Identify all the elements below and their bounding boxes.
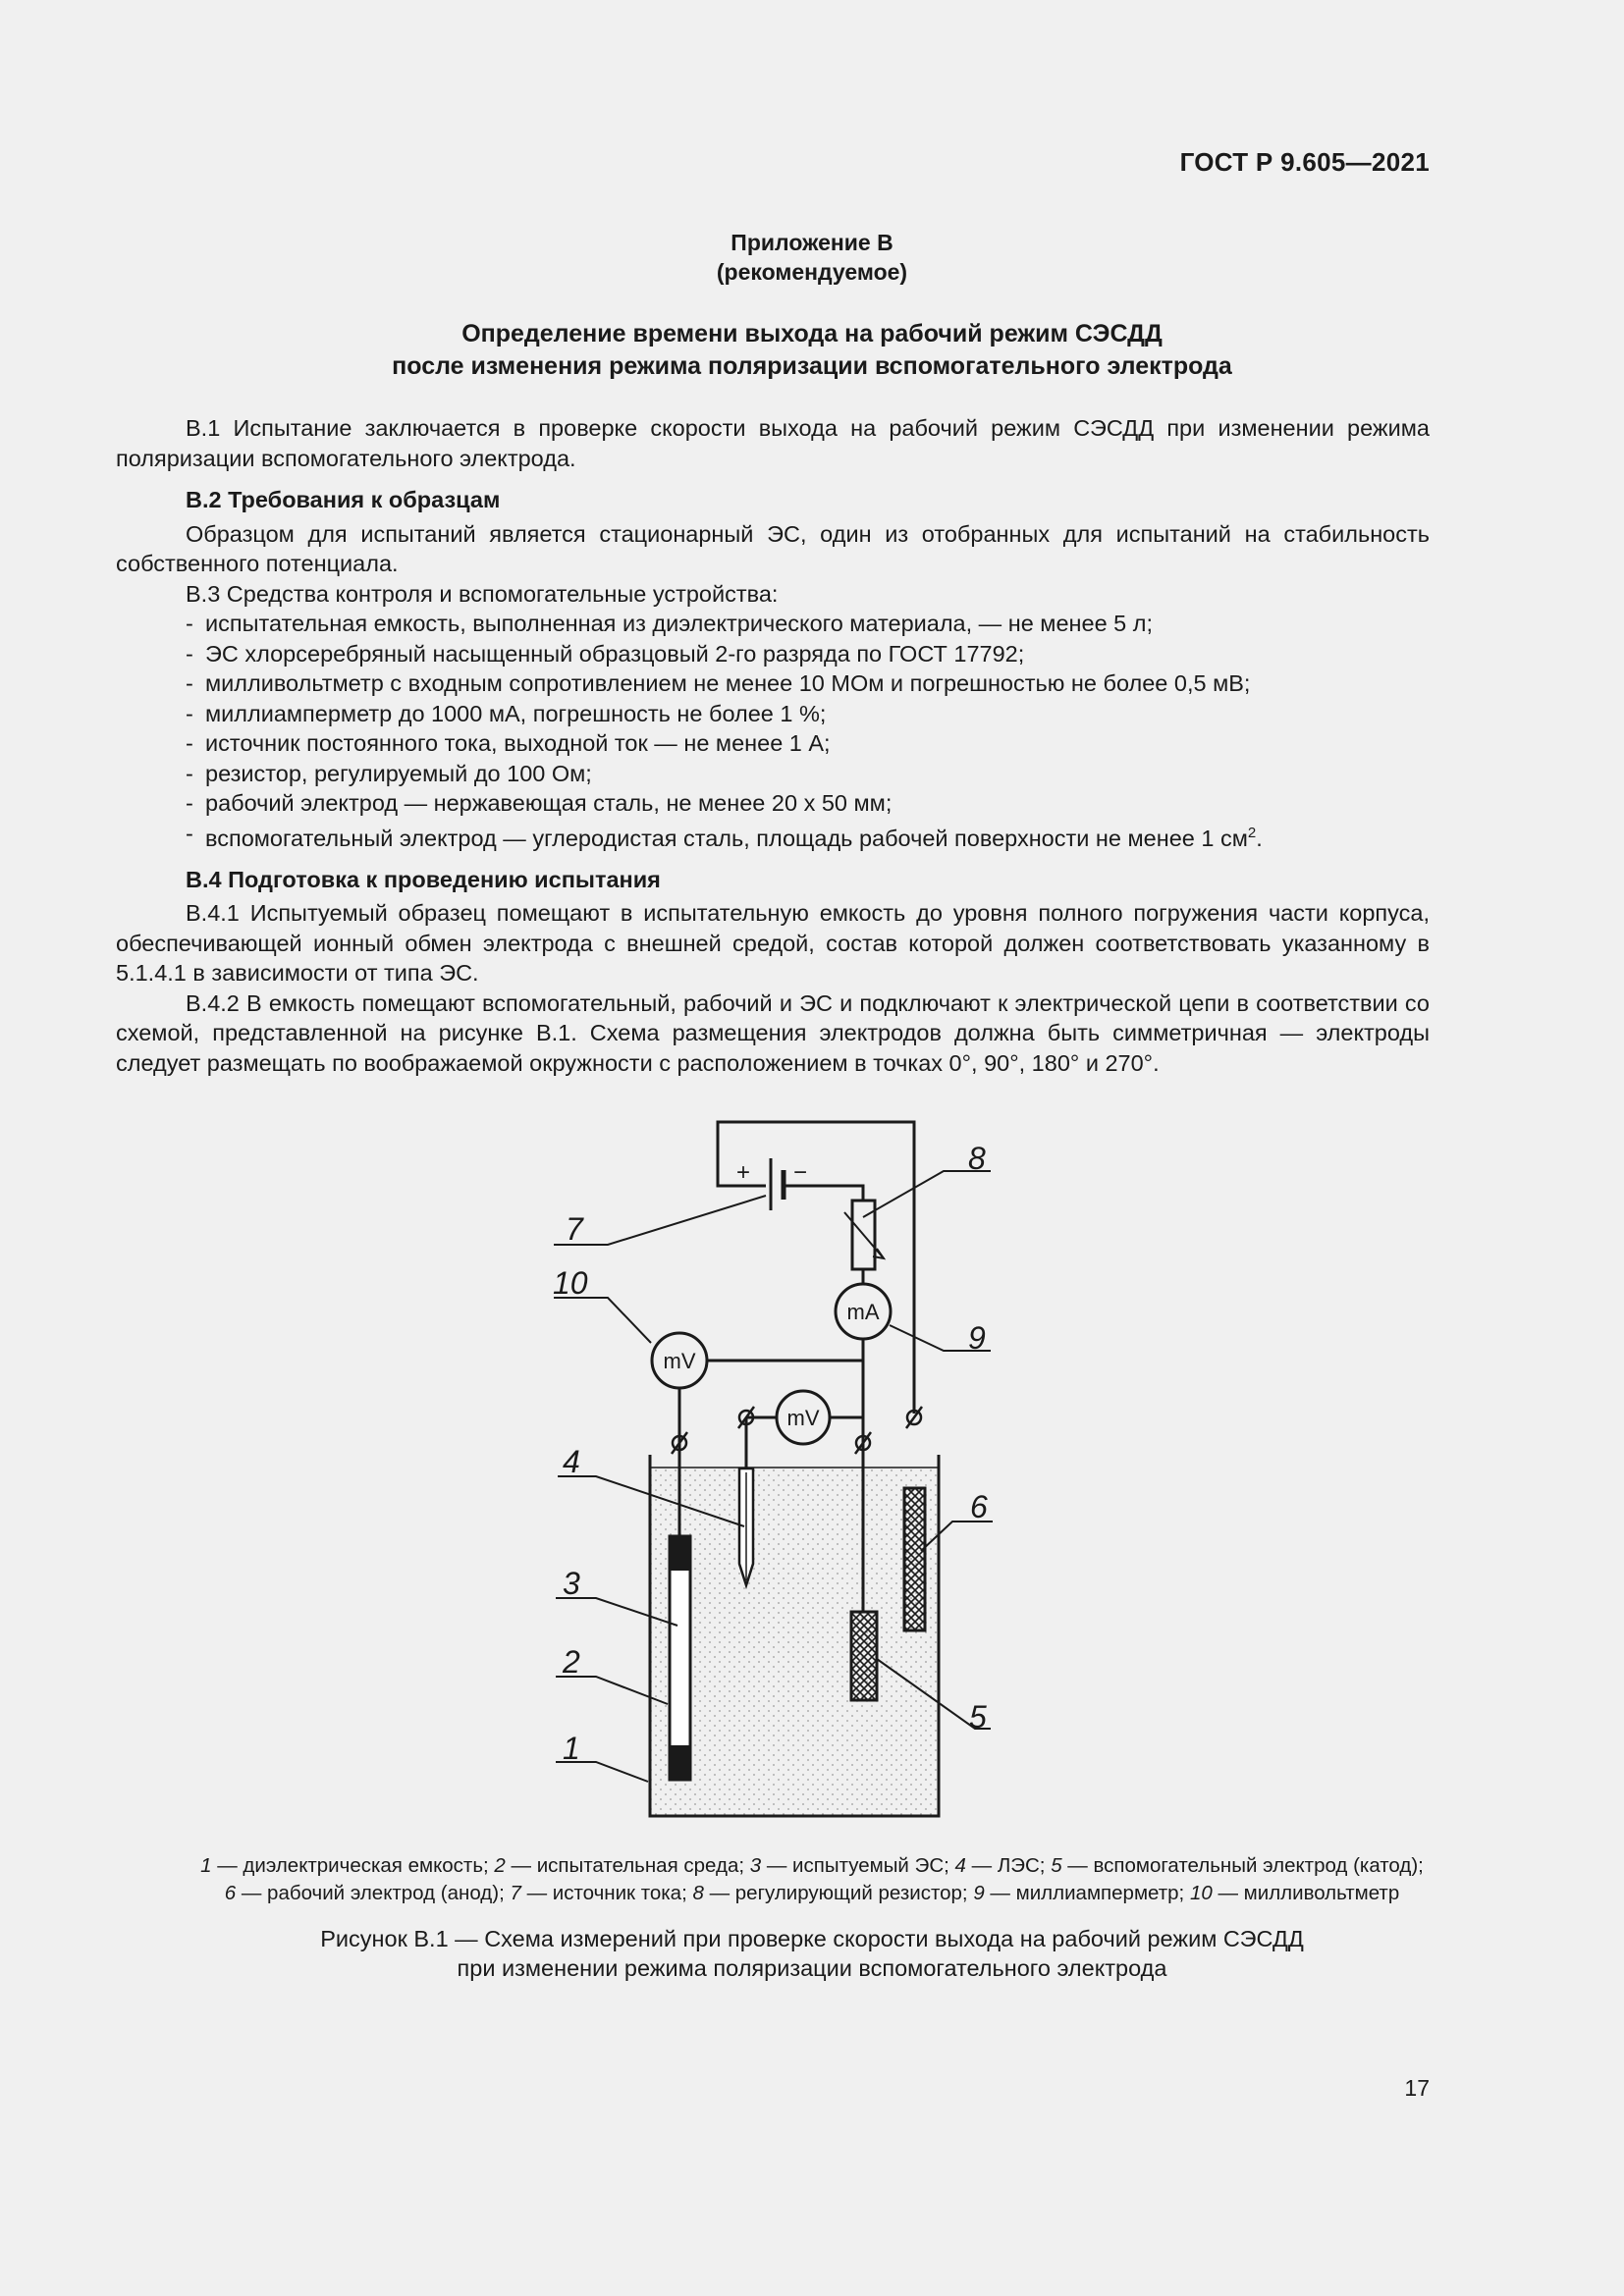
annex-heading-line1: Определение времени выхода на рабочий режим СЭСДД (461, 320, 1163, 347)
document-code: ГОСТ Р 9.605—2021 (1179, 147, 1430, 177)
section-b3-title: В.3 Средства контроля и вспомогательные устройства: (186, 580, 779, 607)
svg-text:mV: mV (786, 1406, 820, 1430)
section-b42: В.4.2 В емкость помещают вспомогательный, рабочий и ЭС и подключают к электрической цепи в соответствии со схемой, представленной на рисунке В.1. Схема размещения электродов должна быть симметричная — электроды следует размещать по воображаемой окружности с расположением в точках 0°, 90°, 180° и 270°. (116, 989, 1430, 1076)
annex-title: Приложение В (731, 230, 893, 255)
list-item: - вспомогательный электрод — углеродистая сталь, площадь рабочей поверхности не менее 1 $см^2$. (186, 820, 1263, 851)
callout-7: 7 (566, 1211, 583, 1247)
annex-heading-line2: после изменения режима поляризации вспомогательного электрода (392, 352, 1232, 380)
callout-9: 9 (968, 1320, 986, 1356)
list-item: - милливольтметр с входным сопротивлением не менее 10 МОм и погрешностью не более 0,5 мВ; (186, 670, 1251, 696)
callout-6: 6 (970, 1489, 988, 1524)
figure-title-line2: при изменении режима поляризации вспомогательного электрода (457, 1955, 1167, 1981)
figure-title-line1: Рисунок В.1 — Схема измерений при проверке скорости выхода на рабочий режим СЭСДД (320, 1926, 1304, 1951)
svg-text:mV: mV (663, 1349, 696, 1373)
list-item: - источник постоянного тока, выходной ток — не менее 1 А; (186, 730, 831, 756)
section-b2-text: Образцом для испытаний является стационарный ЭС, один из отобранных для испытаний на стабильность собственного потенциала. (116, 520, 1430, 576)
millivoltmeter-reference (777, 1391, 830, 1444)
millivoltmeter-main (652, 1333, 707, 1388)
callout-5: 5 (969, 1699, 987, 1735)
equipment-list (116, 609, 1430, 853)
section-b1: В.1 Испытание заключается в проверке скорости выхода на рабочий режим СЭСДД при изменении режима поляризации вспомогательного электрода. (116, 415, 1430, 471)
reference-electrode (739, 1468, 753, 1585)
callout-8: 8 (968, 1141, 986, 1176)
list-item: - ЭС хлорсеребряный насыщенный образцовый 2-го разряда по ГОСТ 17792; (186, 640, 1025, 667)
list-item: - миллиамперметр до 1000 мА, погрешность не более 1 %; (186, 700, 827, 726)
callout-2: 2 (563, 1644, 580, 1680)
test-electrode (670, 1536, 690, 1780)
section-b4-title: В.4 Подготовка к проведению испытания (186, 866, 661, 892)
resistor (844, 1201, 884, 1284)
callout-1: 1 (563, 1731, 580, 1766)
annex-status: (рекомендуемое) (716, 259, 908, 285)
svg-text:mA: mA (846, 1300, 880, 1324)
body-text (116, 413, 1430, 1078)
section-b2-title: В.2 Требования к образцам (186, 487, 501, 512)
page-number: 17 (1404, 2075, 1430, 2101)
list-item: - испытательная емкость, выполненная из диэлектрического материала, — не менее 5 л; (186, 611, 1154, 636)
callout-10: 10 (553, 1265, 588, 1301)
callout-4: 4 (563, 1444, 580, 1479)
list-item: - резистор, регулируемый до 100 Ом; (186, 760, 592, 786)
callout-3: 3 (563, 1566, 580, 1601)
working-electrode (904, 1488, 925, 1630)
section-b41: В.4.1 Испытуемый образец помещают в испытательную емкость до уровня полного погружения части корпуса, обеспечивающей ионный обмен электрода с внешней средой, состав которой должен соответствовать указанному в 5.1.4.1 в зависимости от типа ЭС. (116, 900, 1430, 987)
ammeter-wiring (708, 1339, 863, 1443)
list-item: - рабочий электрод — нержавеющая сталь, не менее 20 х 50 мм; (186, 790, 893, 816)
figure-legend-line2: 6 — рабочий электрод (анод); 7 — источник тока; 8 — регулирующий резистор; 9 — миллиамперметр; 10 — милливольтметр (224, 1882, 1400, 1904)
battery-minus-sign: − (793, 1159, 808, 1186)
measurement-scheme-figure (530, 1109, 1041, 1836)
milliammeter (836, 1284, 891, 1339)
figure-legend-line1: 1 — диэлектрическая емкость; 2 — испытательная среда; 3 — испытуемый ЭС; 4 — ЛЭС; 5 — вспомогательный электрод (катод); (200, 1854, 1424, 1877)
battery-plus-sign: + (736, 1159, 751, 1186)
